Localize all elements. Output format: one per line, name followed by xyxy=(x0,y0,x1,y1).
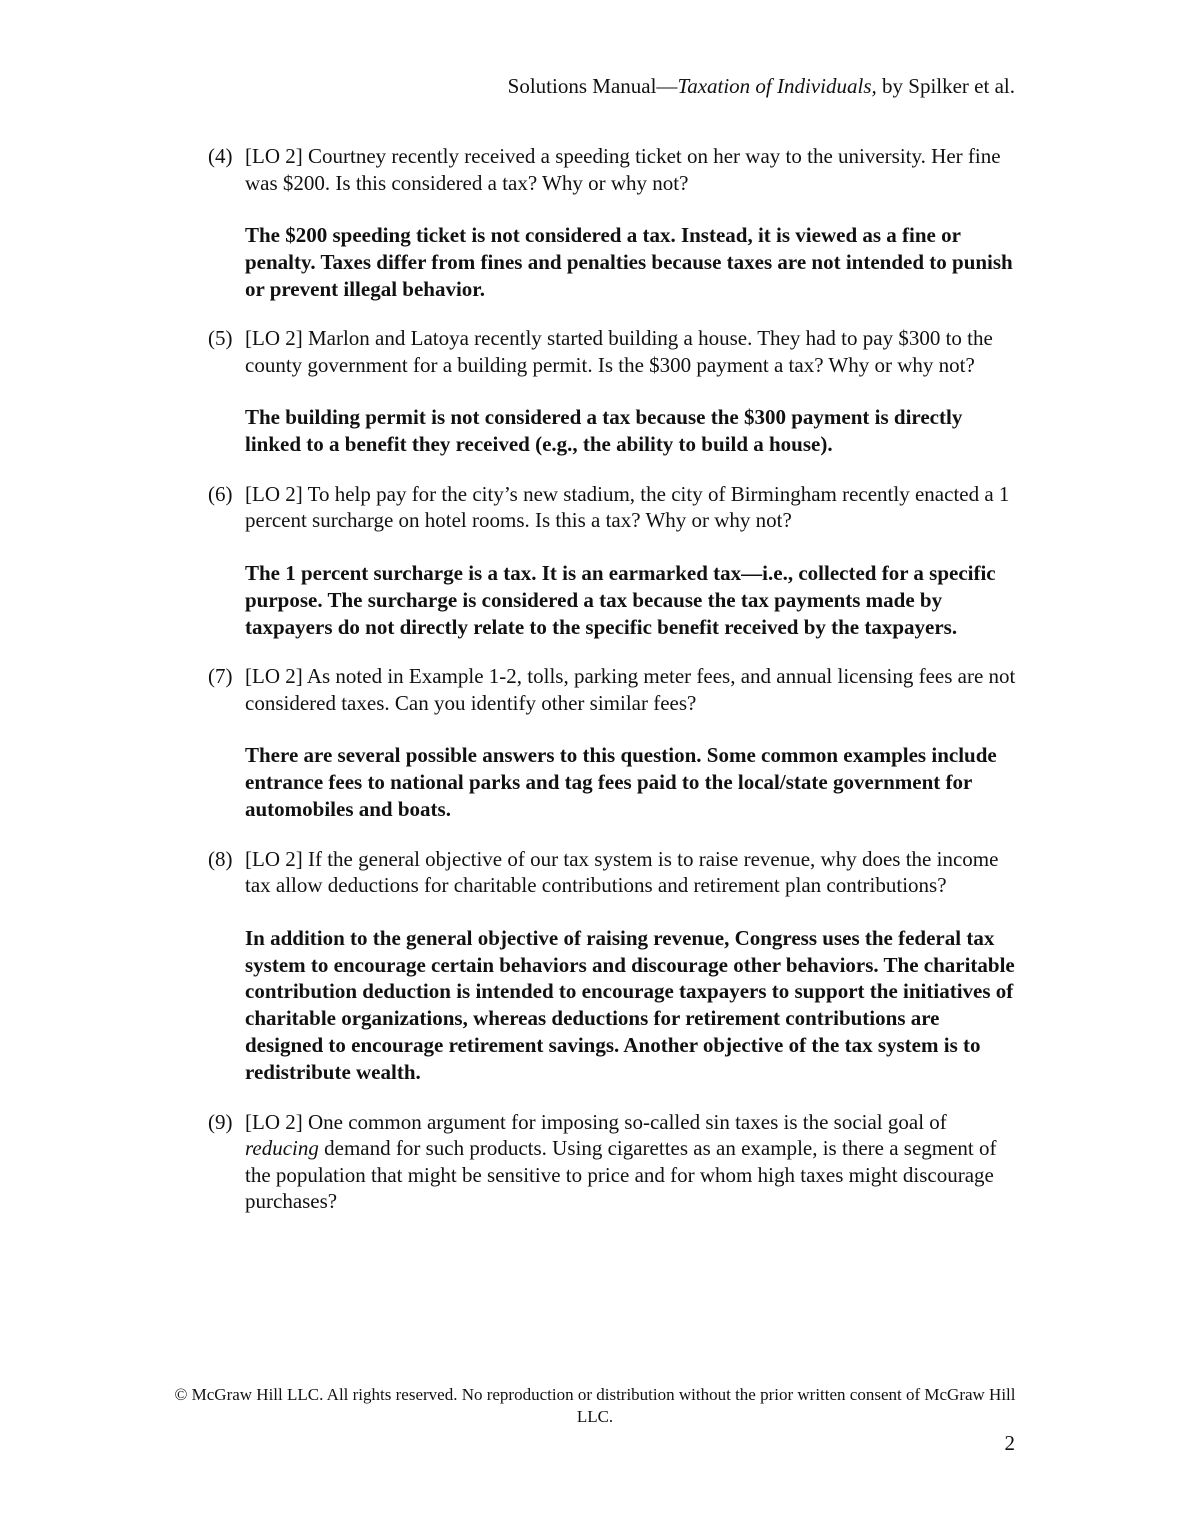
answer-text: The 1 percent surcharge is a tax. It is an earmarked tax—i.e., collected for a specific purpose. The surcharge is considered a tax because the tax payments made by taxpayers do not directly relate to the specific benefit received by the taxpayers. xyxy=(245,560,996,639)
header-prefix: Solutions Manual— xyxy=(507,74,678,98)
question xyxy=(208,481,1018,534)
question xyxy=(208,846,1018,899)
question-number: (9) xyxy=(208,1109,233,1134)
question-number: (5) xyxy=(208,326,233,351)
answer-text: There are several possible answers to this question. Some common examples include entrance fees to national parks and tag fees paid to the local/state government for automobiles and boats. xyxy=(245,743,997,821)
answer-text: The $200 speeding ticket is not considered a tax. Instead, it is viewed as a fine or penalty. Taxes differ from fines and penalties because taxes are not intended to punish or prevent illegal behavior. xyxy=(245,223,1013,301)
question-list xyxy=(208,143,1018,1238)
copyright-footer: © McGraw Hill LLC. All rights reserved. No reproduction or distribution without the prior written consent of McGraw Hill LLC. xyxy=(174,1385,1016,1426)
answer-text: In addition to the general objective of raising revenue, Congress uses the federal tax system to encourage certain behaviors and discourage other behaviors. The charitable contribution deduction is intended to encourage taxpayers to support the initiatives of charitable organizations, whereas deductions for retirement contributions are designed to encourage retirement savings. Another objective of the tax system is to redistribute wealth. xyxy=(245,925,1015,1084)
question xyxy=(208,143,1018,196)
qa-item-4 xyxy=(208,143,1018,302)
question-number: (7) xyxy=(208,664,233,689)
question xyxy=(208,663,1018,716)
question-text: [LO 2] Marlon and Latoya recently started building a house. They had to pay $300 to the county government for a building permit. Is the $300 payment a tax? Why or why not? xyxy=(245,326,993,377)
question xyxy=(208,325,1018,378)
question-text: [LO 2] To help pay for the city’s new stadium, the city of Birmingham recently enacted a 1 percent surcharge on hotel rooms. Is this a tax? Why or why not? xyxy=(245,481,1010,533)
question-text xyxy=(245,1110,997,1214)
qa-item-5 xyxy=(208,325,1018,458)
question-text: [LO 2] As noted in Example 1-2, tolls, parking meter fees, and annual licensing fees are not considered taxes. Can you identify other similar fees? xyxy=(245,664,1016,715)
question-number: (6) xyxy=(208,481,233,506)
question-number: (8) xyxy=(208,846,233,871)
header-suffix: by Spilker et al. xyxy=(876,74,1015,98)
qa-item-8 xyxy=(208,846,1018,1086)
answer-text: The building permit is not considered a tax because the $300 payment is directly linked to a benefit they received (e.g., the ability to build a house). xyxy=(245,405,963,457)
question-text: [LO 2] Courtney recently received a speeding ticket on her way to the university. Her fine was $200. Is this considered a tax? Why or why not? xyxy=(245,144,1001,195)
question-text: [LO 2] If the general objective of our tax system is to raise revenue, why does the income tax allow deductions for charitable contributions and retirement plan contributions? xyxy=(245,846,999,898)
page-header xyxy=(508,72,1015,100)
qa-item-9 xyxy=(208,1109,1018,1215)
qa-item-6 xyxy=(208,481,1018,640)
question-number: (4) xyxy=(208,144,233,168)
question-text-part1: [LO 2] One common argument for imposing so-called sin taxes is the social goal of xyxy=(245,1109,947,1134)
question-emphasis: reducing xyxy=(245,1136,319,1161)
page-number: 2 xyxy=(1004,1431,1015,1455)
question xyxy=(208,1109,1018,1215)
header-book-title: Taxation of Individuals, xyxy=(677,74,877,98)
question-text-part2: demand for such products. Using cigarettes as an example, is there a segment of the population that might be sensitive to price and for whom high taxes might discourage purchases? xyxy=(245,1136,997,1214)
qa-item-7 xyxy=(208,663,1018,822)
